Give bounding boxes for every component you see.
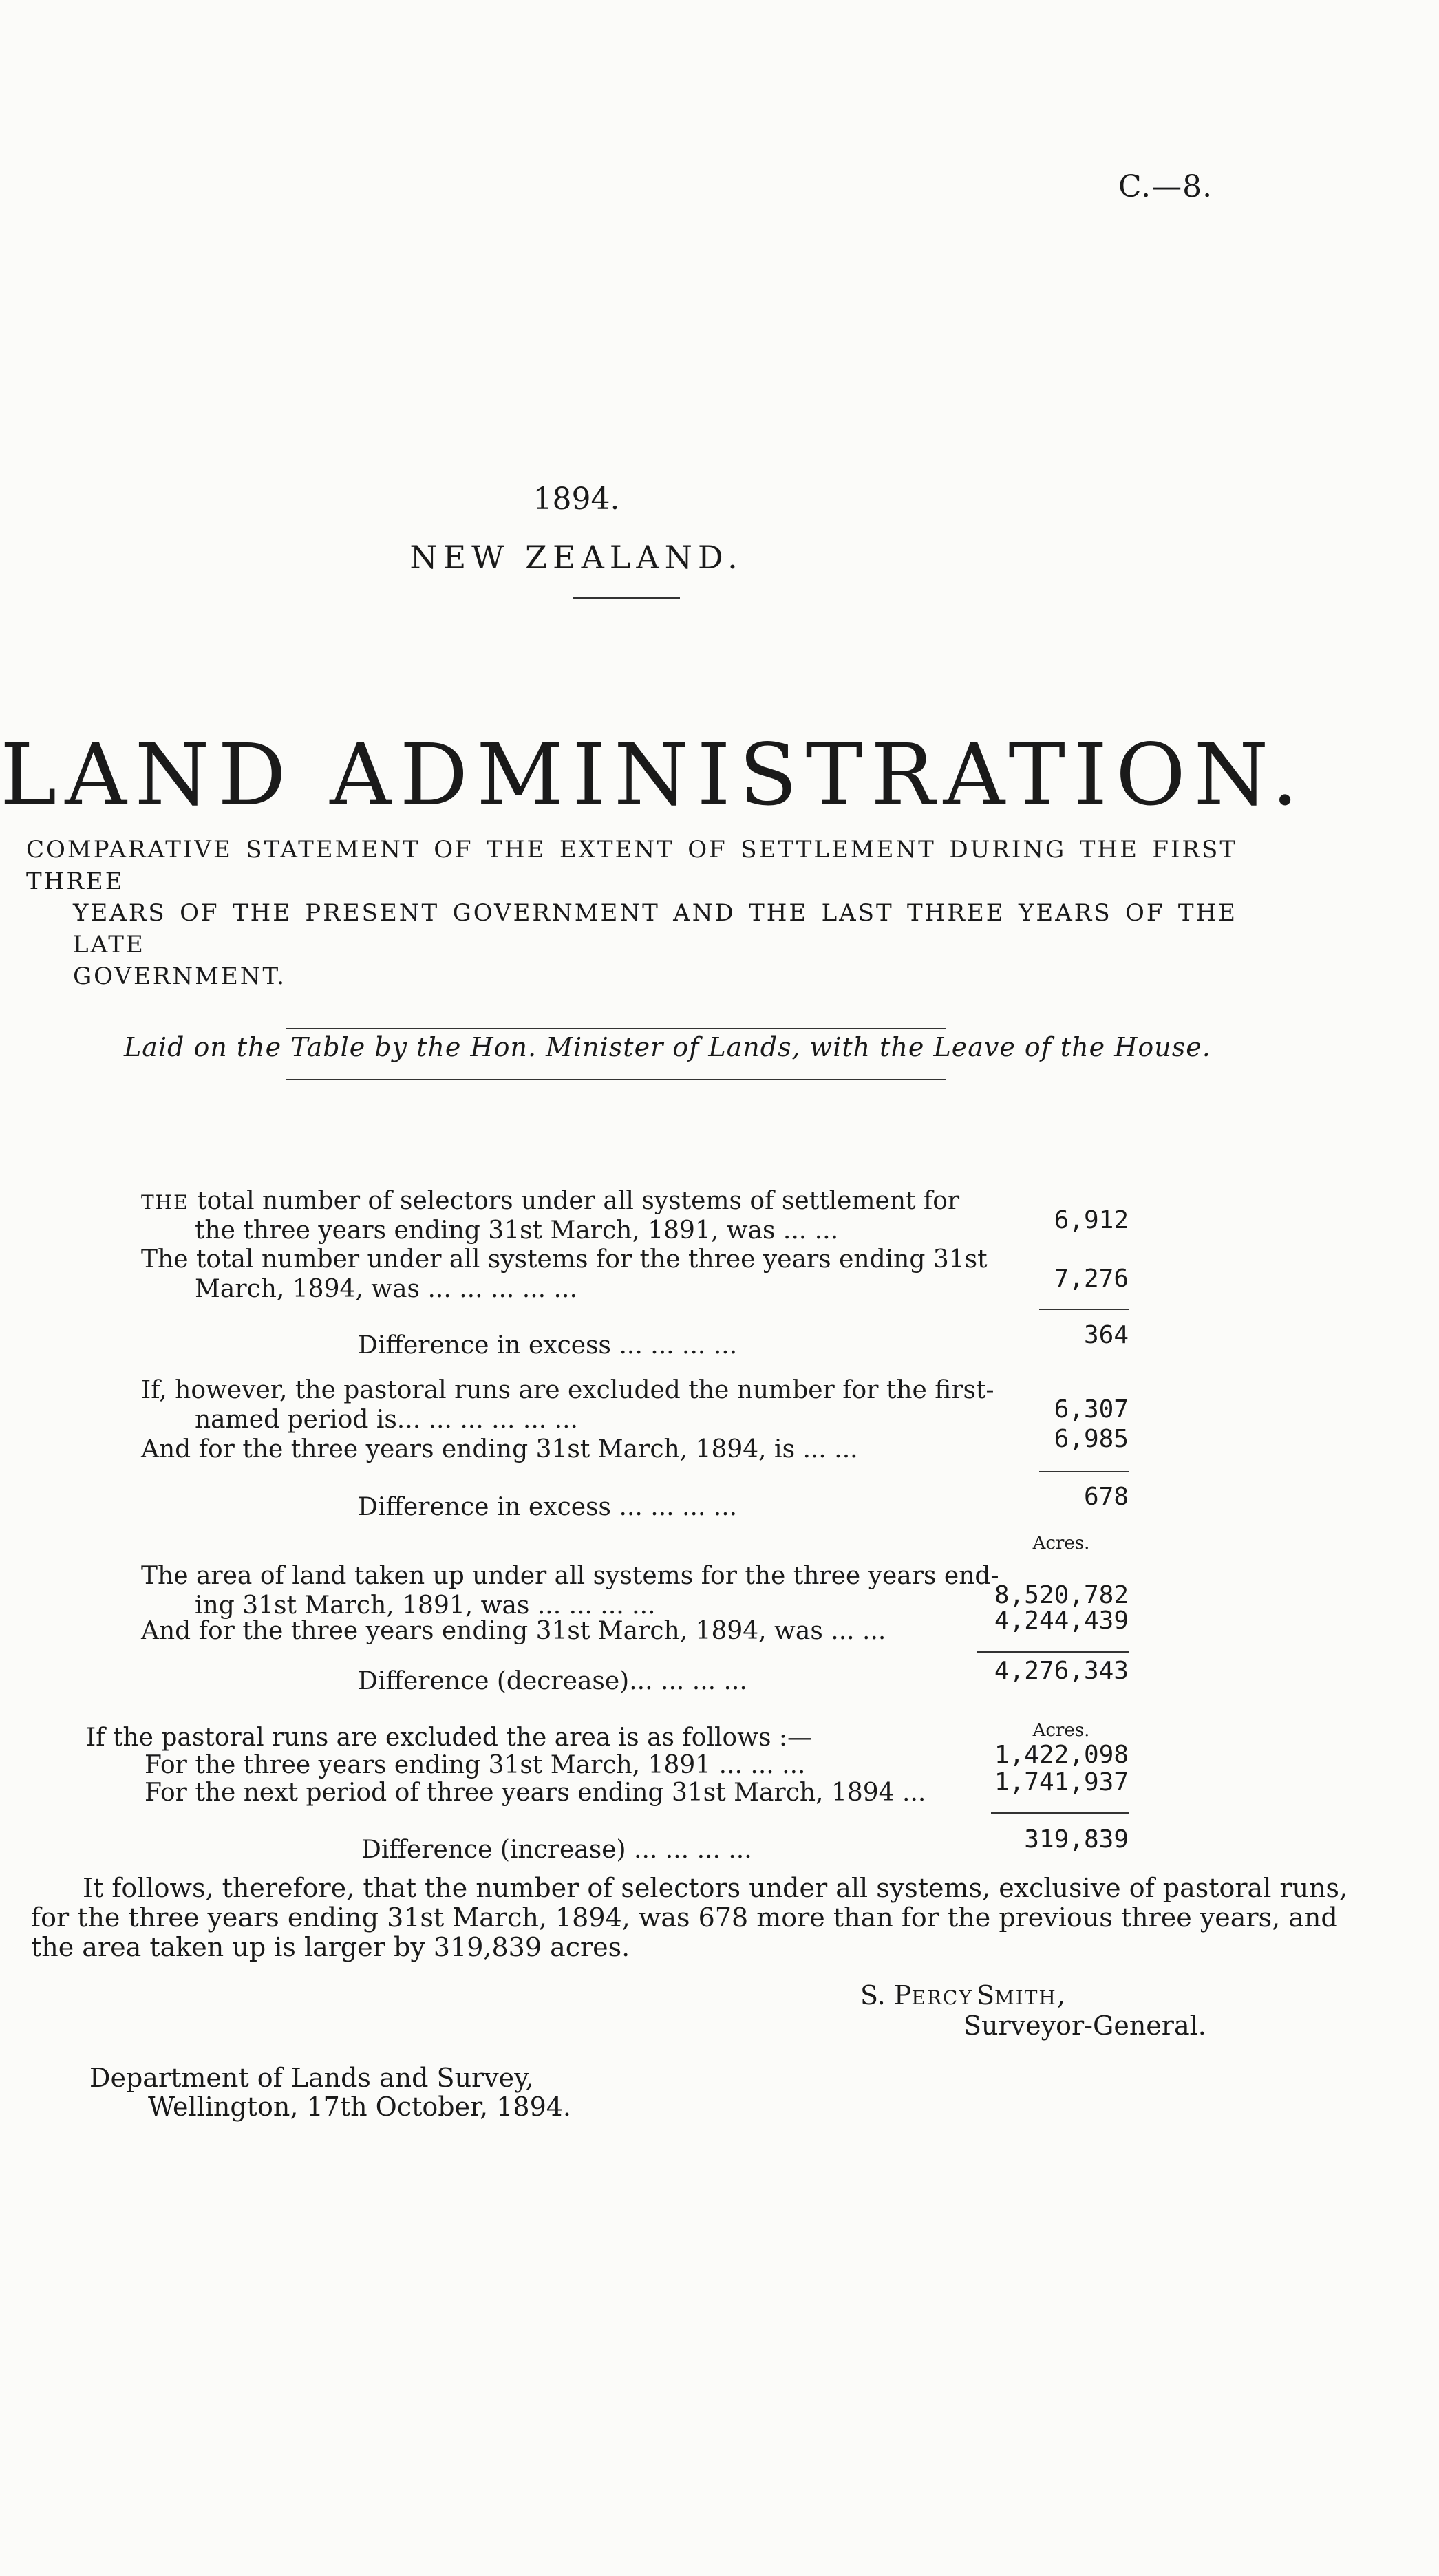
divider-rule	[286, 1028, 946, 1029]
difference-label: Difference in excess ... ... ... ...	[358, 1331, 738, 1360]
statement-value: 6,912	[1054, 1206, 1129, 1234]
statement-line: The total number under all systems for the three years ending 31st	[141, 1245, 988, 1274]
difference-value: 4,276,343	[994, 1657, 1129, 1685]
signature-part: MITH	[994, 1986, 1057, 2009]
place-date-line: Wellington, 17th October, 1894.	[148, 2092, 571, 2122]
statement-line: And for the three years ending 31st March, 1894, was ... ...	[141, 1617, 886, 1645]
difference-value: 319,839	[1024, 1825, 1129, 1854]
page-title: LAND ADMINISTRATION.	[0, 726, 1307, 825]
subtitle-line: YEARS OF THE PRESENT GOVERNMENT AND THE LAST THREE YEARS OF THE LATE	[73, 899, 1237, 958]
document-country: NEW ZEALAND.	[409, 539, 743, 576]
laid-on-table-note: Laid on the Table by the Hon. Minister of Lands, with the Leave of the House.	[124, 1032, 1211, 1062]
difference-label: Difference (decrease)... ... ... ...	[358, 1667, 747, 1695]
statement-line: For the next period of three years ending 31st March, 1894 ...	[145, 1779, 926, 1807]
statement-value: 6,307	[1054, 1395, 1129, 1424]
statement-line: And for the three years ending 31st March, 1894, is ... ...	[141, 1435, 858, 1463]
statement-line: If the pastoral runs are excluded the area is as follows :—	[86, 1724, 813, 1752]
subtitle-line: COMPARATIVE STATEMENT OF THE EXTENT OF SETTLEMENT DURING THE FIRST THREE	[26, 836, 1237, 895]
statement-line: March, 1894, was ... ... ... ... ...	[195, 1275, 577, 1303]
signature-part: S	[976, 1980, 994, 2010]
signature-part: ,	[1056, 1980, 1065, 2010]
sum-rule	[1039, 1309, 1129, 1310]
signature-part: S. P	[860, 1980, 912, 2010]
statement-value: 8,520,782	[994, 1581, 1129, 1609]
statement-value: 1,741,937	[994, 1768, 1129, 1796]
statement-text: total number of selectors under all systems of settlement for	[197, 1187, 960, 1215]
acres-column-header: Acres.	[1032, 1720, 1090, 1741]
statement-line: The area of land taken up under all systems for the three years end-	[141, 1562, 999, 1590]
statement-value: 7,276	[1054, 1265, 1129, 1293]
statement-line: If, however, the pastoral runs are excluded the number for the first-	[141, 1376, 994, 1404]
divider-rule	[573, 597, 680, 599]
statement-line: named period is... ... ... ... ... ...	[195, 1406, 578, 1434]
small-caps-word: THE	[141, 1191, 189, 1214]
document-subtitle	[26, 834, 1237, 992]
document-reference: C.—8.	[1118, 169, 1213, 204]
difference-value: 678	[1083, 1483, 1129, 1511]
sum-rule	[977, 1651, 1129, 1653]
statement-line: For the three years ending 31st March, 1891 ... ... ...	[145, 1751, 806, 1779]
conclusion-line: the area taken up is larger by 319,839 acres.	[31, 1932, 630, 1962]
document-year: 1894.	[533, 482, 620, 517]
subtitle-line: GOVERNMENT.	[73, 963, 287, 990]
difference-label: Difference (increase) ... ... ... ...	[361, 1836, 752, 1864]
signature-part: ERCY	[911, 1986, 973, 2009]
sum-rule	[1039, 1471, 1129, 1472]
difference-label: Difference in excess ... ... ... ...	[358, 1493, 738, 1521]
signature-name	[860, 1980, 1065, 2010]
statement-value: 1,422,098	[994, 1741, 1129, 1769]
sum-rule	[991, 1812, 1129, 1814]
conclusion-line: It follows, therefore, that the number of selectors under all systems, exclusive of pastoral runs,	[83, 1873, 1348, 1903]
statement-value: 4,244,439	[994, 1607, 1129, 1635]
statement-line: the three years ending 31st March, 1891, was ... ...	[195, 1216, 839, 1245]
conclusion-line: for the three years ending 31st March, 1894, was 678 more than for the previous three years, and	[31, 1902, 1338, 1933]
acres-column-header: Acres.	[1032, 1533, 1090, 1554]
statement-line: ing 31st March, 1891, was ... ... ... ...	[195, 1591, 656, 1620]
statement-value: 6,985	[1054, 1425, 1129, 1453]
statement-line	[141, 1187, 959, 1215]
signature-title: Surveyor-General.	[963, 2010, 1206, 2041]
divider-rule	[286, 1079, 946, 1080]
difference-value: 364	[1083, 1321, 1129, 1349]
department-line: Department of Lands and Survey,	[89, 2063, 534, 2093]
